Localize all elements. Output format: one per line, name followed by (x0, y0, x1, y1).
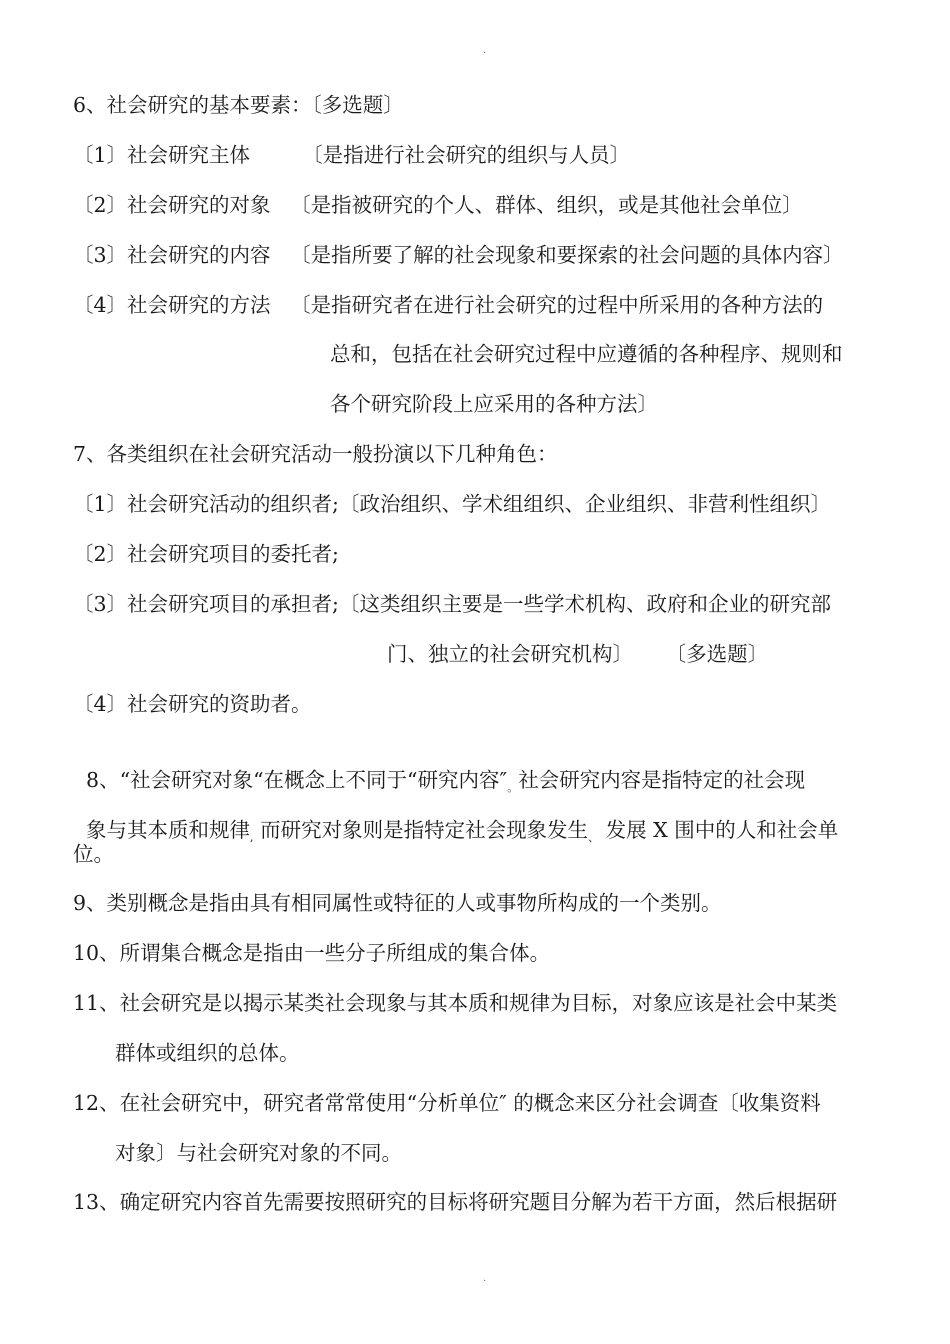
item-7-heading: 7、各类组织在社会研究活动一般扮演以下几种角色： (73, 442, 558, 466)
item-6-1: 〔1〕社会研究主体 〔是指进行社会研究的组织与人员〕 (73, 143, 631, 167)
item-6-4: 〔4〕社会研究的方法 〔是指研究者在进行社会研究的过程中所采用的各种方法的 (73, 293, 824, 317)
item-7-3-cont: 门、独立的社会研究机构〕 〔多选题〕 (387, 642, 769, 666)
item-6-3: 〔3〕社会研究的内容 〔是指所要了解的社会现象和要探索的社会问题的具体内容〕 (73, 243, 844, 267)
item-8-text-c: 象与其本质和规律 (86, 818, 251, 842)
item-8-text-e: 发展 X 围中的人和社会单 (599, 818, 839, 842)
item-9: 9、类别概念是指由具有相同属性或特征的人或事物所构成的一个类别。 (73, 891, 722, 915)
item-12-line-1: 12、在社会研究中，研究者常常使用“分析单位″ 的概念来区分社会调查〔收集资料 (73, 1091, 821, 1115)
small-period-mark: 。 (507, 781, 519, 794)
item-6-2: 〔2〕社会研究的对象 〔是指被研究的个人、群体、组织，或是其他社会单位〕 (73, 193, 803, 217)
bottom-page-mark: · (483, 1276, 487, 1287)
item-7-2: 〔2〕社会研究项目的委托者; (73, 542, 339, 566)
item-8-line-2 (73, 791, 838, 851)
small-comma-mark: , (250, 831, 254, 844)
item-8-text-a: 8、“社会研究对象“在概念上不同于“研究内容″ (86, 768, 508, 792)
item-8-text-b: 社会研究内容是指特定的社会现 (518, 768, 806, 792)
item-6-heading: 6、社会研究的基本要素：〔多选题〕 (73, 93, 404, 117)
item-10: 10、所谓集合概念是指由一些分子所组成的集合体。 (73, 941, 551, 965)
top-page-mark: · (483, 48, 487, 59)
item-6-4-cont-2: 各个研究阶段上应采用的各种方法〕 (330, 392, 658, 416)
item-7-3: 〔3〕社会研究项目的承担者;〔这类组织主要是一些学术机构、政府和企业的研究部 (73, 592, 831, 616)
item-11-line-1: 11、社会研究是以揭示某类社会现象与其本质和规律为目标，对象应该是社会中某类 (73, 991, 838, 1015)
item-6-4-cont-1: 总和，包括在社会研究过程中应遵循的各种程序、规则和 (330, 342, 843, 366)
item-7-1: 〔1〕社会研究活动的组织者;〔政治组织、学术组组织、企业组织、非营利性组织〕 (73, 492, 831, 516)
item-8-line-3: 位。 (73, 842, 114, 866)
item-12-line-2: 对象〕与社会研究对象的不同。 (115, 1141, 402, 1165)
item-11-line-2: 群体或组织的总体。 (115, 1041, 300, 1065)
item-8-text-d: 而研究对象则是指特定社会现象发生 (253, 818, 589, 842)
small-enum-comma-mark: 、 (588, 831, 600, 844)
item-13-line-1: 13、确定研究内容首先需要按照研究的目标将研究题目分解为若干方面，然后根据研 (73, 1190, 838, 1214)
item-7-4: 〔4〕社会研究的资助者。 (73, 692, 312, 716)
